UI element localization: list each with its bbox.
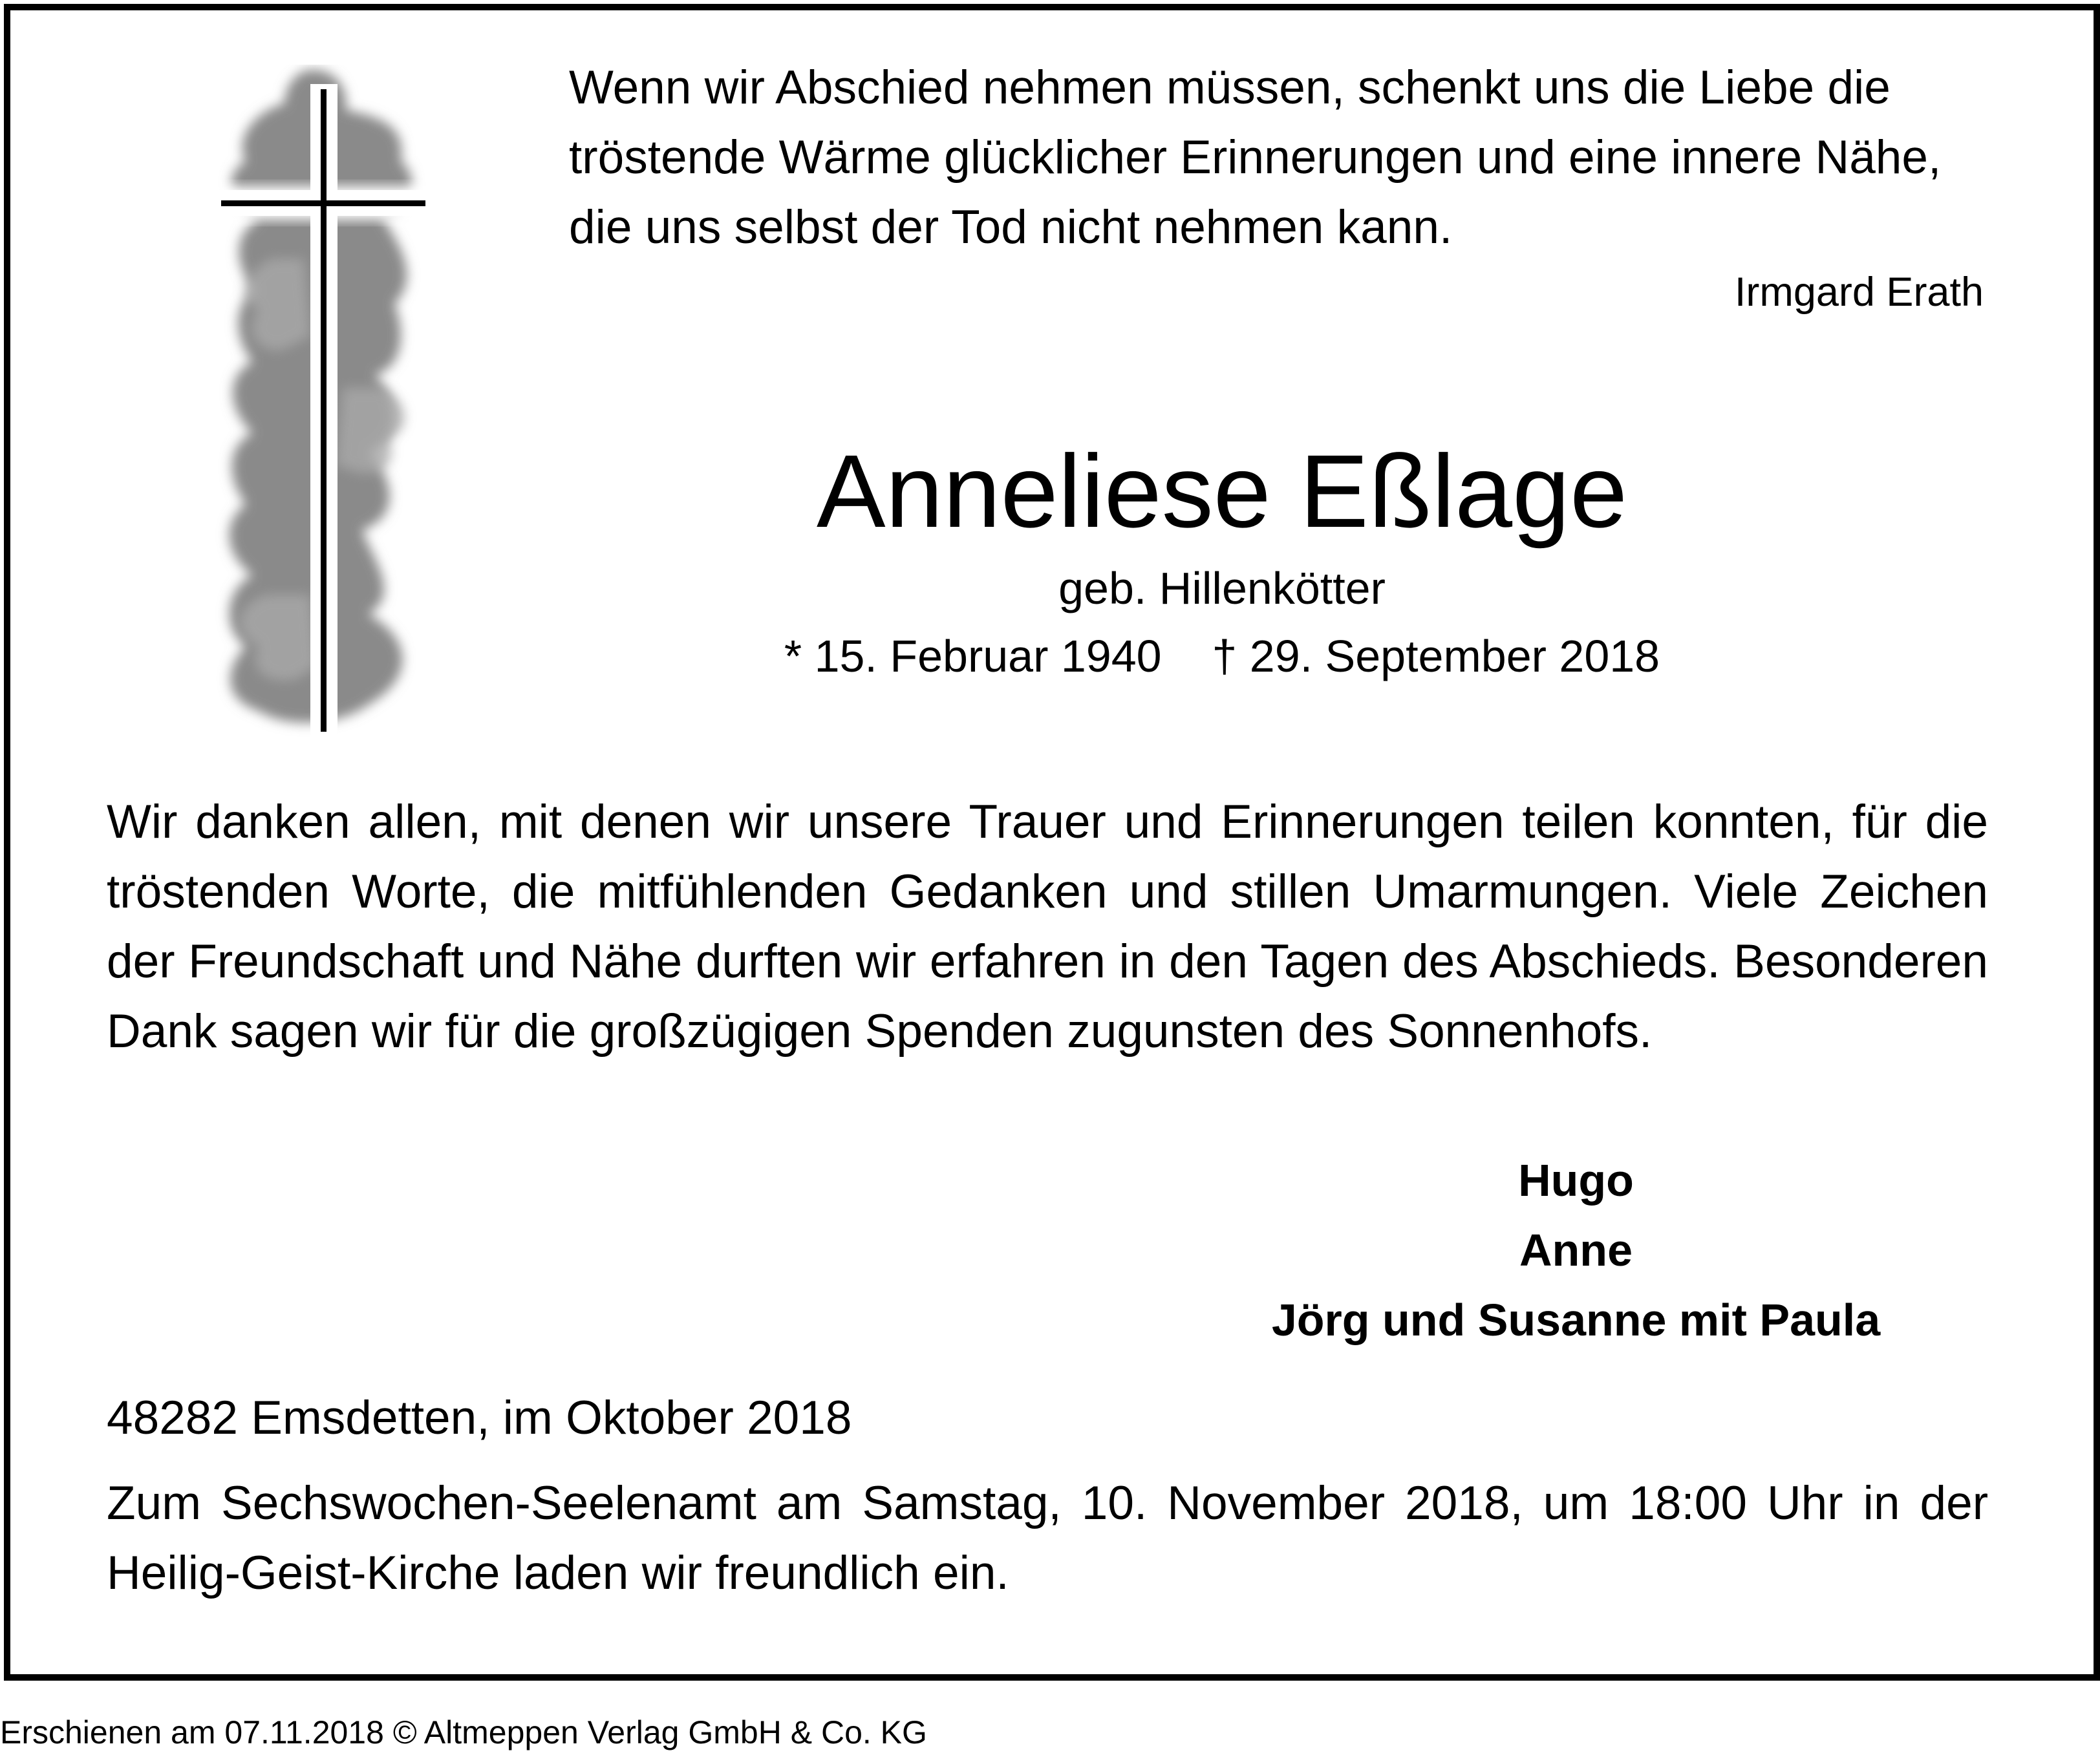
thanks-paragraph: Wir danken allen, mit denen wir unsere Trauer und Erinnerungen teilen konnten, für die tröstenden Worte, die mitfühlenden Gedanken und stillen Umarmungen. Viele Zeichen der Freundschaft und Nähe durften wir erfahren in den Tagen des Abschieds. Besonderen Dank sagen wir für die großzügigen Spenden zugunsten des Sonnenhofs. (107, 796, 1988, 1058)
place-date: 48282 Emsdetten, im Oktober 2018 (107, 1392, 852, 1444)
invitation-paragraph: Zum Sechswochen-Seelenamt am Samstag, 10. November 2018, um 18:00 Uhr in der Heilig-Geist-Kirche laden wir freundlich ein. (107, 1477, 1988, 1599)
maiden-name: geb. Hillenkötter (1058, 563, 1386, 613)
publication-footer: Erschienen am 07.11.2018 © Altmeppen Verlag GmbH & Co. KG (0, 1714, 927, 1750)
quote-text: Wenn wir Abschied nehmen müssen, schenkt uns die Liebe die tröstende Wärme glücklicher Erinnerungen und eine innere Nähe, die uns selbst der Tod nicht nehmen kann. (569, 61, 1942, 253)
quote-author: Irmgard Erath (1734, 270, 1984, 315)
signers-list (1228, 1145, 1923, 1355)
signer: Jörg und Susanne mit Paula (1271, 1295, 1881, 1345)
cross-illustration (207, 65, 440, 756)
cross-icon (207, 65, 440, 756)
life-dates: * 15. Februar 1940 † 29. September 2018 (784, 631, 1660, 681)
signer: Anne (1519, 1225, 1633, 1275)
cross-vertical-bar (321, 89, 327, 732)
deceased-name: Anneliese Eßlage (816, 433, 1628, 549)
signer: Hugo (1518, 1155, 1634, 1206)
cross-horizontal-bar (221, 200, 425, 206)
